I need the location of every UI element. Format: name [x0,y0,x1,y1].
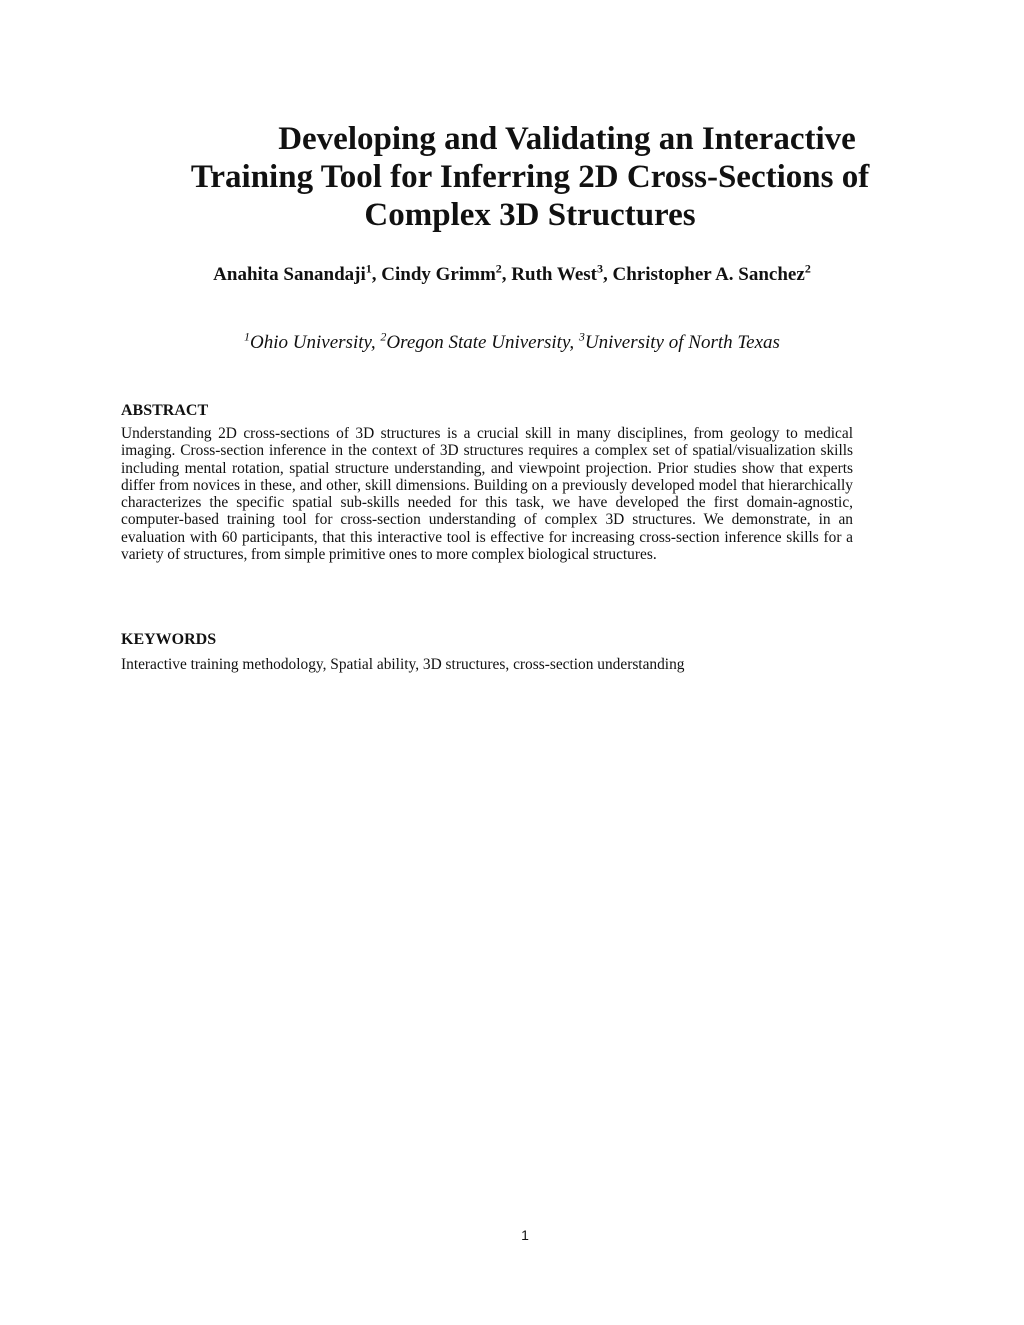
author-separator: , [371,264,382,285]
affiliation-marker: 1 [244,329,251,344]
affiliation-name: Ohio University [250,332,371,353]
title-line: Developing and Validating an Interactive [278,121,856,157]
title-line: Training Tool for Inferring 2D Cross-Sections of [190,159,870,195]
author-separator: , [501,264,512,285]
page-number: 1 [521,1227,529,1243]
affiliation-name: University of North Texas [584,332,780,353]
author-affiliation-marker: 2 [495,261,502,276]
author-name: Ruth West [511,264,597,285]
affiliation-marker: 3 [578,329,585,344]
affiliation-separator: , [370,332,381,353]
paper-title [140,120,920,234]
author-name: Anahita Sanandaji [213,264,366,285]
keywords-text: Interactive training methodology, Spatial ability, 3D structures, cross-section understanding [121,656,685,673]
author-affiliation-marker: 2 [804,261,811,276]
keywords-heading: KEYWORDS [121,631,217,648]
author-list [0,263,1024,287]
author-name: Cindy Grimm [381,264,496,285]
author-name: Christopher A. Sanchez [612,264,805,285]
affiliation-separator: , [569,332,579,353]
author-affiliation-marker: 3 [597,261,603,276]
author-affiliation-marker: 1 [365,261,372,276]
affiliation-name: Oregon State University [386,332,570,353]
abstract-heading: ABSTRACT [121,402,209,419]
title-line: Complex 3D Structures [364,197,696,233]
author-separator: , [603,264,613,285]
affiliation-marker: 2 [380,329,387,344]
affiliation-list [0,331,1024,355]
abstract-text: Understanding 2D cross-sections of 3D structures is a crucial skill in many disciplines, from geology to medical imaging. Cross-section inference in the context of 3D structures requires a complex set of spatial/visualization skills including mental rotation, spatial structure understanding, and viewpoint projection. Prior studies show that experts differ from novices in these, and other, skill dimensions. Building on a previously developed model that hierarchically characterizes the specific spatial sub-skills needed for this task, we have developed the first domain-agnostic, computer-based training tool for cross-section understanding of complex 3D structures. We demonstrate, in an evaluation with 60 participants, that this interactive tool is effective for increasing cross-section inference skills for a variety of structures, from simple primitive ones to more complex biological structures. [121,425,853,564]
